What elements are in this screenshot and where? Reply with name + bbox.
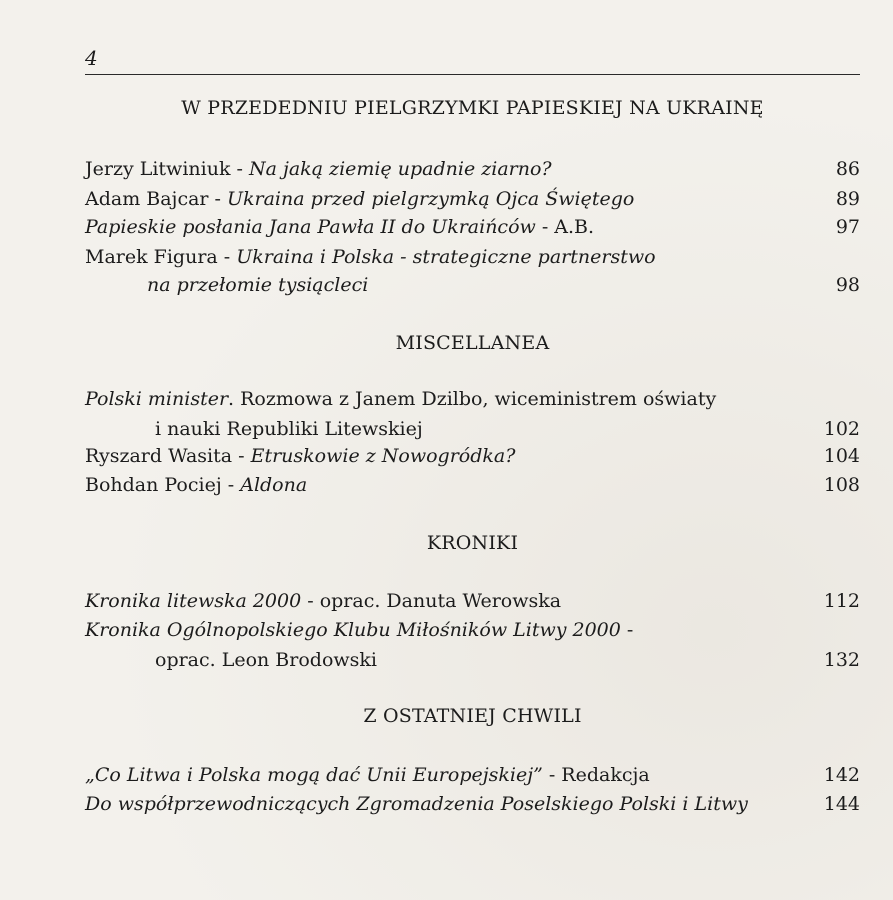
section-title-miscellanea: MISCELLANEA [395,332,550,354]
toc-entry[interactable] [85,791,860,817]
entry-title: Na jaką ziemię upadnie ziarno? [248,158,552,180]
toc-entry-line [85,186,860,212]
entry-separator: - [208,188,227,210]
entry-rest: - [620,619,634,641]
toc-entry-line [85,762,860,788]
entry-author: Bohdan Pociej [85,474,222,496]
toc-entry-line [85,416,860,442]
entry-rest-continued: oprac. Leon Brodowski [155,649,377,671]
entry-title: Kronika litewska 2000 [85,590,302,612]
entry-separator: - [221,474,241,496]
entry-author: A.B. [554,216,595,238]
entry-author: Marek Figura [85,246,218,268]
entry-title: Etruskowie z Nowogródka? [250,445,516,467]
entry-rest: - Redakcja [542,764,650,786]
toc-entry-line [85,214,860,240]
entry-author: Ryszard Wasita [85,445,233,467]
entry-title: „Co Litwa i Polska mogą dać Unii Europejskiej” [85,764,543,786]
entry-separator: - [535,216,555,238]
toc-entry-line [85,472,860,498]
entry-page: 104 [823,445,860,467]
entry-page: 102 [823,418,860,440]
entry-rest-continued: i nauki Republiki Litewskiej [155,418,423,440]
toc-entry-line [85,386,860,412]
entry-separator: - [230,158,249,180]
section-title-kroniki: KRONIKI [426,532,519,554]
entry-page: 132 [823,649,860,671]
entry-title: Polski minister [85,388,229,410]
section-title-pielgrzymka: W PRZEDEDNIU PIELGRZYMKI PAPIESKIEJ NA UKRAINĘ [181,97,764,119]
toc-entry-line [85,244,860,270]
entry-title: Kronika Ogólnopolskiego Klubu Miłośników Litwy 2000 [85,619,621,641]
toc-entry[interactable] [85,588,860,614]
entry-rest: . Rozmowa z Janem Dzilbo, wiceministrem oświaty [228,388,717,410]
entry-title: Papieskie posłania Jana Pawła II do Ukraińców [85,216,536,238]
entry-page: 86 [835,158,860,180]
toc-entry[interactable] [85,443,860,469]
header-rule [85,74,860,75]
toc-entry-line [85,443,860,469]
toc-entry-line [85,791,860,817]
toc-entry-line [85,156,860,182]
toc-entry[interactable] [85,244,860,298]
entry-author: Jerzy Litwiniuk [85,158,231,180]
toc-entry[interactable] [85,156,860,182]
entry-page: 108 [823,474,860,496]
toc-entry-line [85,617,860,643]
toc-entry[interactable] [85,214,860,240]
entry-rest: - oprac. Danuta Werowska [301,590,562,612]
toc-entry[interactable] [85,186,860,212]
entry-page: 97 [835,216,860,238]
entry-page: 89 [835,188,860,210]
toc-entry[interactable] [85,386,860,442]
page-number: 4 [85,46,98,70]
entry-title-continued: na przełomie tysiącleci [147,274,369,296]
toc-entry[interactable] [85,617,860,673]
entry-page: 98 [835,274,860,296]
entry-title: Ukraina i Polska - strategiczne partnerstwo [236,246,656,268]
entry-separator: - [217,246,237,268]
entry-page: 144 [823,793,860,815]
toc-entry-line [85,647,860,673]
entry-page: 142 [823,764,860,786]
entry-title: Ukraina przed pielgrzymką Ojca Świętego [227,188,635,210]
toc-entry[interactable] [85,472,860,498]
toc-entry-line [85,588,860,614]
entry-title: Do współprzewodniczących Zgromadzenia Poselskiego Polski i Litwy [85,793,748,815]
toc-entry[interactable] [85,762,860,788]
section-title-z-ostatniej-chwili: Z OSTATNIEJ CHWILI [363,705,582,727]
entry-separator: - [232,445,251,467]
entry-title: Aldona [240,474,308,496]
toc-entry-line [85,272,860,298]
entry-author: Adam Bajcar [85,188,209,210]
entry-page: 112 [823,590,860,612]
